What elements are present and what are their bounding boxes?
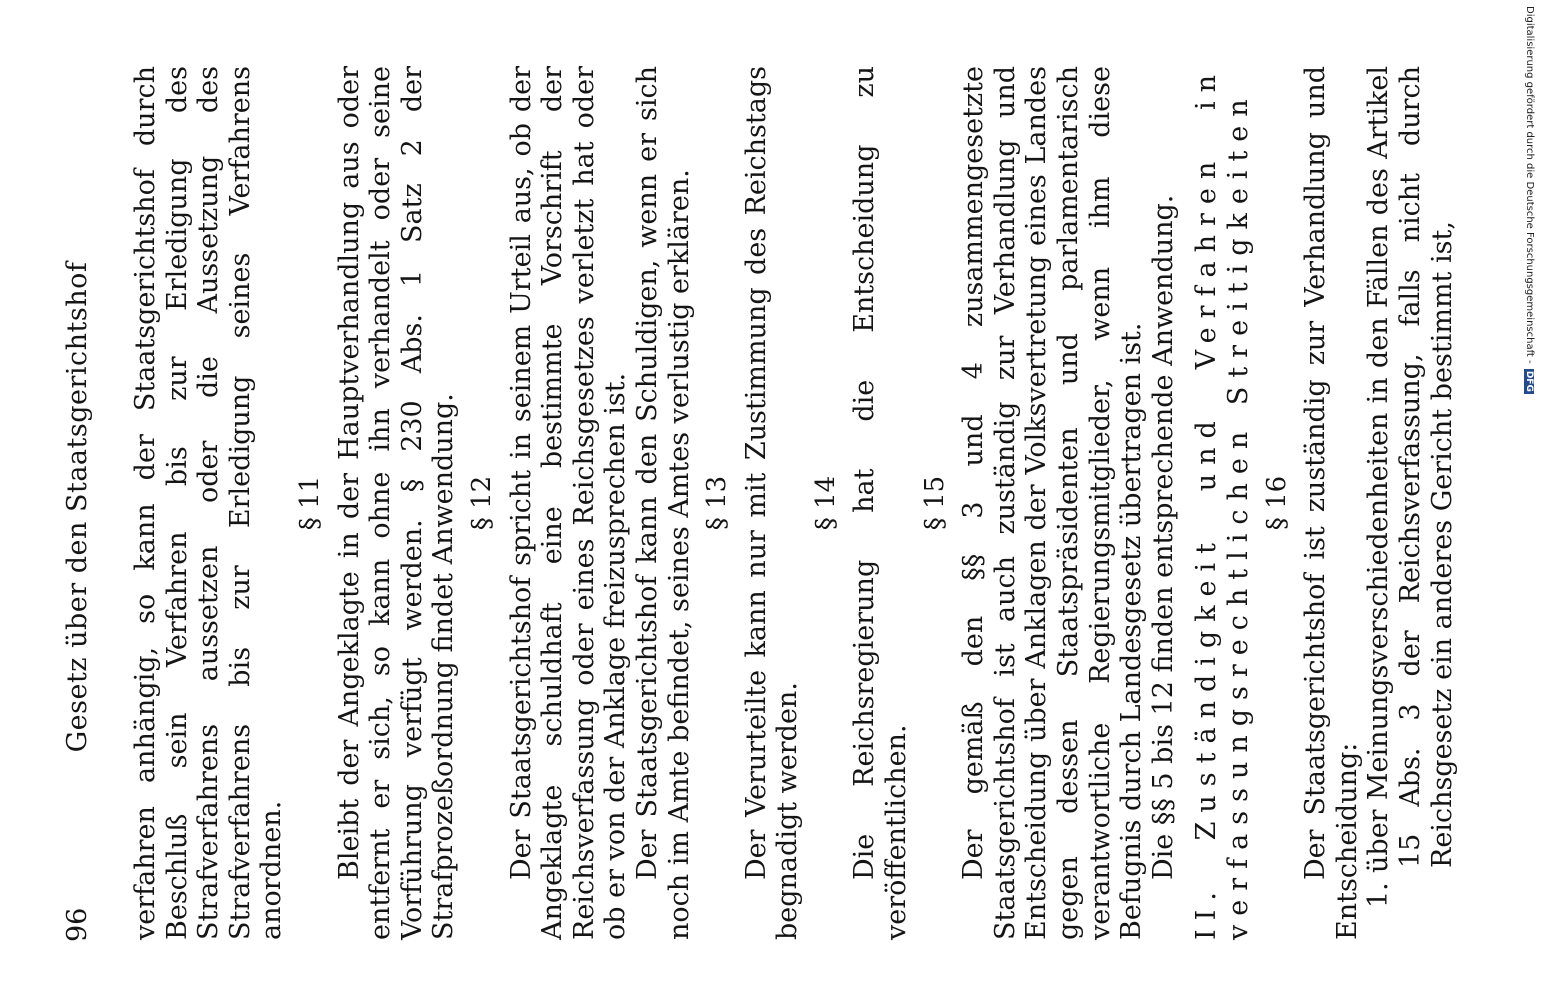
- section-heading-13: § 13: [702, 475, 733, 531]
- paragraph-s14: Die Reichsregierung hat die Entscheidung zu veröffentlichen.: [849, 66, 913, 940]
- digitization-watermark: [1518, 6, 1542, 406]
- list-item-1: 1. über Meinungsverschiedenheiten in den Fällen des Artikel 15 Abs. 3 der Reichsverfassung, falls nicht durch Reichsgesetz ein anderes Gericht bestimmt ist,: [1363, 66, 1458, 908]
- paragraph-s13: Der Verurteilte kann nur mit Zustimmung des Reichstags begnadigt werden.: [740, 66, 804, 940]
- section-heading-12: § 12: [466, 475, 497, 531]
- paragraph-s11: Bleibt der Angeklagte in der Hauptverhandlung aus oder entfernt er sich, so kann ohne ihn verhandelt oder seine Vorführung verfügt werden. § 230 Abs. 1 Satz 2 der Strafprozeßordnung findet Anwendung.: [333, 66, 460, 940]
- paragraph-s12-2: Der Staatsgerichtshof kann den Schuldigen, wenn er sich noch im Amte befindet, seines Amtes verlustig erklären.: [631, 66, 695, 940]
- page-number: 96: [62, 907, 93, 942]
- paragraph-s12-1: Der Staatsgerichtshof spricht in seinem Urteil aus, ob der Angeklagte schuldhaft eine bestimmte Vorschrift der Reichsverfassung oder eines Reichsgesetzes verletzt hat oder ob er von der Anklage freizusprechen ist.: [505, 66, 632, 940]
- paragraph-continuation: verfahren anhängig, so kann der Staatsgerichtshof durch Beschluß sein Verfahren bis zur Erledigung des Strafverfahrens aussetzen oder die Aussetzung des Strafverfahrens bis zur Erledigung seines Verfahrens anordnen.: [130, 66, 288, 940]
- section-heading-16: § 16: [1261, 475, 1292, 531]
- paragraph-s15-2: Die §§ 5 bis 12 finden entsprechende Anwendung.: [1147, 194, 1179, 880]
- page-header: [62, 72, 106, 942]
- paragraph-s16: Der Staatsgerichtshof ist zuständig zur Verhandlung und Entscheidung:: [1300, 66, 1363, 940]
- section-heading-14: § 14: [810, 475, 841, 531]
- part-heading: [1191, 66, 1254, 940]
- paragraph-s15-1: Der gemäß den §§ 3 und 4 zusammengesetzte Staatsgerichtshof ist auch zuständig zur Verhandlung und Entscheidung über Anklagen der Volksvertretung eines Landes gegen dessen Staatspräsidenten und parlamentarisch verantwortliche Regierungsmitglieder, wenn ihm diese Befugnis durch Landesgesetz übertragen ist.: [958, 66, 1148, 940]
- watermark-text: Digitalisierung gefördert durch die Deutsche Forschungsgemeinschaft -: [1524, 6, 1535, 364]
- part-heading-text: II. Zuständigkeit und Verfahren in verfassungsrechtlichen Streitigkeiten: [1191, 66, 1254, 940]
- dfg-logo: DFG: [1524, 370, 1534, 392]
- running-title: Gesetz über den Staatsgerichtshof: [62, 261, 93, 753]
- section-heading-11: § 11: [294, 475, 325, 531]
- section-heading-15: § 15: [919, 475, 950, 531]
- body-text: [130, 66, 1458, 940]
